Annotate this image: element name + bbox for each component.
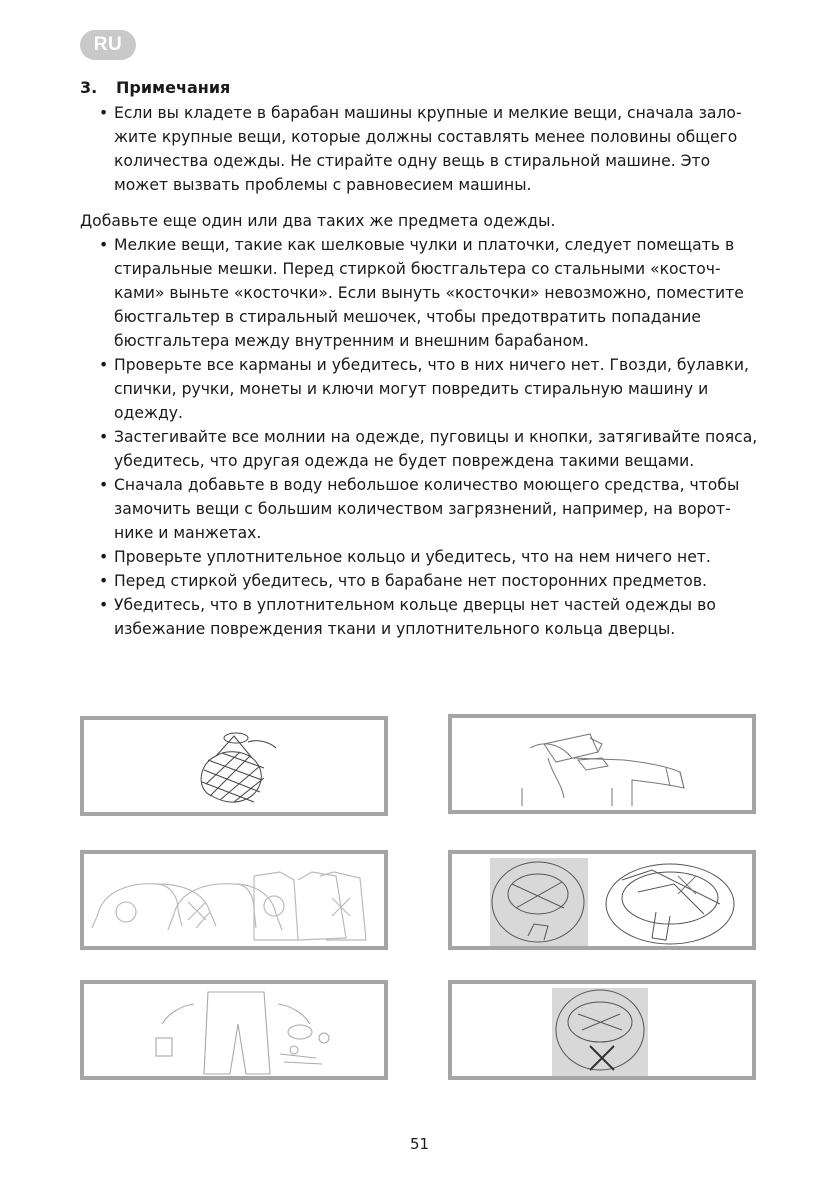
door-seal-check-illustration (448, 850, 756, 950)
section-number: 3. (80, 78, 98, 97)
bullet-item: • Если вы кладете в барабан машины крупные и мелкие вещи, сначала зало- жите крупные вещи, которые должны составлять менее половины общего количества одежды. Не стирайте одну вещь в стиральной машине. Это может вызвать проблемы с равновесием машины. (80, 101, 760, 197)
pockets-items-drawing (84, 984, 384, 1076)
clothes-check-drawing (84, 854, 384, 946)
drum-check-drawing (452, 984, 752, 1076)
intro-paragraph: Добавьте еще один или два таких же предмета одежды. (80, 212, 556, 230)
laundry-bag-illustration (80, 716, 388, 816)
fastened-clothes-illustration (80, 850, 388, 950)
section-heading (80, 76, 230, 100)
drum-foreign-objects-illustration (448, 980, 756, 1080)
language-badge: RU (80, 30, 136, 60)
section-title: Примечания (116, 78, 231, 97)
page-number: 51 (409, 1135, 430, 1153)
bullet-item: • Проверьте уплотнительное кольцо и убедитесь, что на нем ничего нет. (80, 545, 760, 569)
bullet-item: • Сначала добавьте в воду небольшое количество моющего средства, чтобы замочить вещи с большим количеством загрязнений, например, на ворот- нике и манжетах. (80, 473, 760, 545)
bullet-item: • Мелкие вещи, такие как шелковые чулки и платочки, следует помещать в стиральные мешки. Перед стиркой бюстгальтера со стальными «косточ- ками» выньте «косточки». Если вынуть «косточки» невозможно, поместите бюстгальтер в стиральный мешочек, чтобы предотвратить попадание бюстгальтера между внутренним и внешним барабаном. (80, 233, 760, 353)
empty-pockets-illustration (80, 980, 388, 1080)
detergent-on-collar-illustration (448, 714, 756, 814)
notes-list-1 (80, 101, 760, 197)
bullet-item: • Застегивайте все молнии на одежде, пуговицы и кнопки, затягивайте пояса, убедитесь, что другая одежда не будет повреждена такими вещами. (80, 425, 760, 473)
notes-block-2 (80, 209, 760, 641)
bullet-item: • Перед стиркой убедитесь, что в барабане нет посторонних предметов. (80, 569, 760, 593)
bullet-item: • Проверьте все карманы и убедитесь, что в них ничего нет. Гвозди, булавки, спички, ручки, монеты и ключи могут повредить стиральную машину и одежду. (80, 353, 760, 425)
bullet-item: • Убедитесь, что в уплотнительном кольце дверцы нет частей одежды во избежание повреждения ткани и уплотнительного кольца дверцы. (80, 593, 760, 641)
laundry-bag-drawing (84, 720, 384, 812)
door-seal-drawing (452, 854, 752, 946)
detergent-bottle-drawing (452, 718, 752, 810)
